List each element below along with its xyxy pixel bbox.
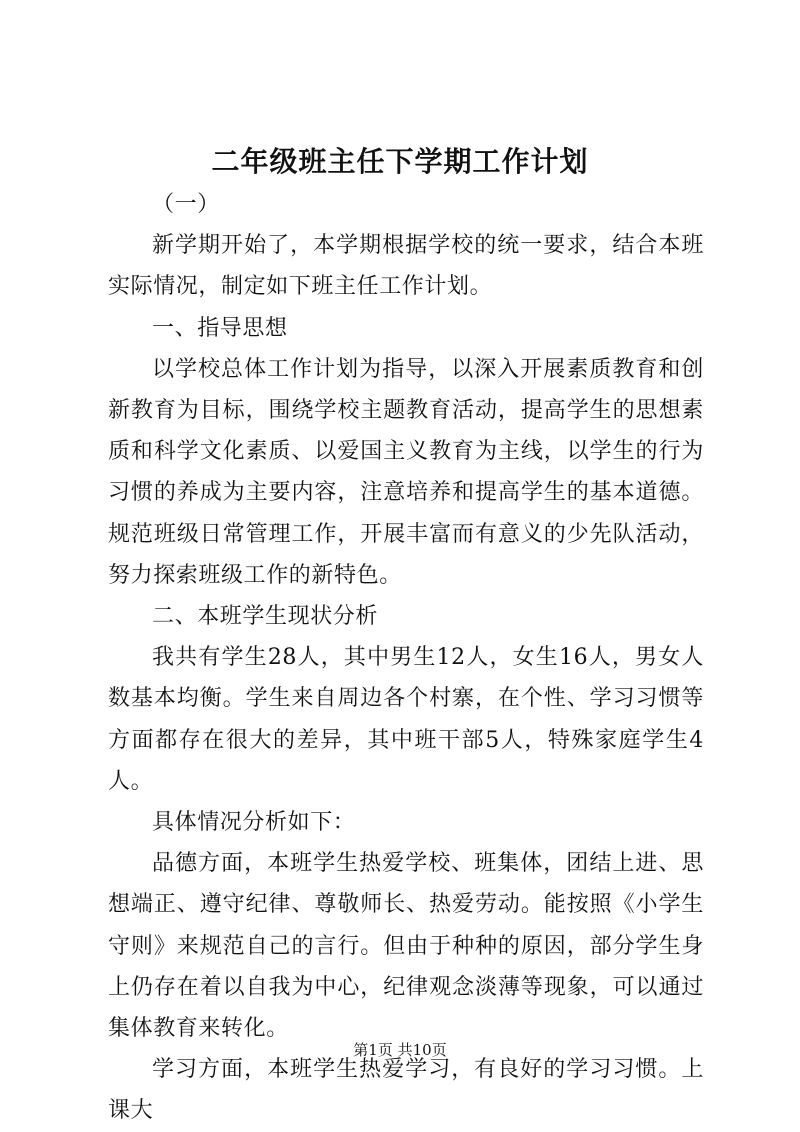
section-number: （一） [152, 192, 220, 217]
morality-paragraph: 品德方面，本班学生热爱学校、班集体，团结上进、思想端正、遵守纪律、尊敬师长、热爱劳动。能按照《小学生守则》来规范自己的言行。但由于种种的原因，部分学生身上仍存在着以自我为中心，纪律观念淡薄等现象，可以通过集体教育来转化。 [108, 851, 704, 1042]
student-count-paragraph: 我共有学生28人，其中男生12人，女生16人，男女人数基本均衡。学生来自周边各个村寨，在个性、学习习惯等方面都存在很大的差异，其中班干部5人，特殊家庭学生4人。 [108, 645, 704, 794]
page-footer [0, 1040, 800, 1060]
section-heading-student-analysis: 二、本班学生现状分析 [152, 604, 379, 630]
analysis-intro-paragraph: 具体情况分析如下： [152, 810, 356, 836]
document-title: 二年级班主任下学期工作计划 [211, 145, 589, 178]
study-paragraph: 学习方面，本班学生热爱学习，有良好的学习习惯。上课大 [108, 1057, 704, 1124]
intro-paragraph: 新学期开始了，本学期根据学校的统一要求，结合本班实际情况，制定如下班主任工作计划。 [108, 233, 704, 300]
section-heading-guiding-ideology: 一、指导思想 [152, 315, 288, 341]
document-body [108, 184, 704, 1132]
guiding-ideology-paragraph: 以学校总体工作计划为指导，以深入开展素质教育和创新教育为目标，围绕学校主题教育活动，提高学生的思想素质和科学文化素质、以爱国主义教育为主线，以学生的行为习惯的养成为主要内容，注意培养和提高学生的基本道德。规范班级日常管理工作，开展丰富而有意义的少先队活动，努力探索班级工作的新特色。 [108, 356, 704, 588]
page-number-label: 第1页 共10页 [353, 1041, 447, 1059]
